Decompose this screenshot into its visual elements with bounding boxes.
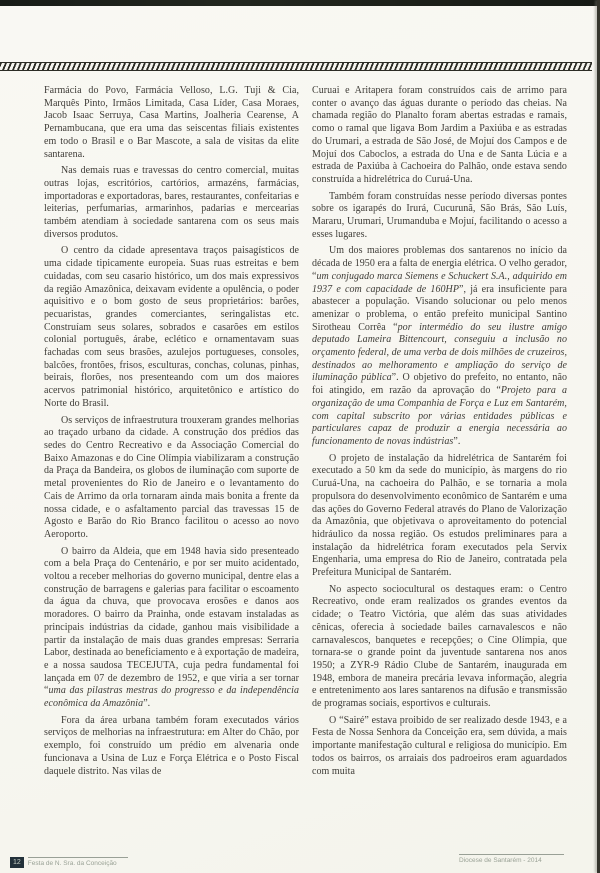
rope-divider-ornament [0,62,592,71]
left-text-column [44,85,299,778]
quoted-italic-text: por intermédio do seu ilustre amigo deputado Lameira Bittencourt, conseguiu a inclusão no orçamento federal, de uma verba de dois milhões de cruzeiros, destinados ao melhoramento e ampliação do serviço de iluminação pública [312,321,567,384]
right-text-column [312,85,567,778]
paragraph [312,85,567,187]
body-text: Fora da área urbana também foram executados vários serviços de melhorias na infraestrutura: em Alter do Chão, por exemplo, foi construído um prédio em alvenaria onde funcionava a Usina de Luz e Força Elétrica e o Posto Fiscal daquele distrito. Nas vilas de [44,714,299,777]
paragraph [44,715,299,779]
body-text: O centro da cidade apresentava traços paisagísticos de uma cidade tipicamente europeia. Suas ruas estreitas e bem cuidadas, com seu casario histórico, um dos mais expressivos da região Amazônica, deixavam evidente a opulência, o poder aquisitivo e o bom gosto de seus proprietários: barões, pecuaristas, grandes comerciantes, seringalistas etc. Construíam seus solares, sobrados e casarões em estilos colonial português, árabe, eclético e ornamentavam suas fachadas com seus brasões, azulejos portugueses, consoles, balcões, frontões, frisos, esculturas, conchas, colunas, pinhas, beirais, florões, nos presenteando com um dos maiores acervos patrimonial histórico, arquitetônico e artístico do Norte do Brasil. [44,245,299,409]
footer-right-caption: Diocese de Santarém - 2014 [459,854,564,865]
paragraph [312,191,567,242]
body-text: ”. [453,435,461,447]
body-text: Curuai e Aritapera foram construídos cais de arrimo para conter o avanço das águas durante o período das cheias. Na chamada região do Planalto foram abertas estradas e ramais, como o ramal que ligava Bom Jardim a Paxiúba e as estradas do Urumari, a estrada de São José, de Mojuí dos Campos e de Mojuí dos Caboclos, a estrada do Una e de Santa Lúcia e a estrada de Paxiúba à Cachoeira do Palhão, onde estava sendo construída a hidrelétrica do Curuá-Una. [312,85,567,185]
paragraph [44,245,299,410]
paragraph [312,453,567,580]
body-text: Um dos maiores problemas dos santarenos no início da década de 1950 era a falta de energia elétrica. O velho gerador, “ [312,245,567,282]
paragraph [44,546,299,711]
page-top-ink-band [0,0,600,6]
body-text: O “Sairé” estava proibido de ser realizado desde 1943, e a Festa de Nossa Senhora da Conceição era, sem dúvida, a mais importante manifestação cultural e religiosa do município. Em todos os bairros, os arraiais dos padroeiros eram aguardados com muita [312,714,567,777]
paragraph [312,245,567,448]
paragraph [44,415,299,542]
quoted-italic-text: um conjugado marca Siemens e Schuckert S.A., adquirido em 1937 e com capacidade de 160HP [312,270,567,295]
body-text: Os serviços de infraestrutura trouxeram grandes melhorias ao traçado urbano da cidade. A construção dos prédios das sedes do Centro Recreativo e da Associação Comercial do Baixo Amazonas e do Cine Olímpia viabilizaram a construção da Praça da Bandeira, os globos de iluminação com suporte de metal provenientes do Rio de Janeiro e o levantamento do Cais de Arrimo da orla tornaram ainda mais bonita a frente da nossa cidade, e o asfaltamento parcial das travessas 15 de Agosto e Barão do Rio Branco facilitou o acesso ao novo Aeroporto. [44,414,299,540]
body-text: ”, já era insuficiente para abastecer a população. Visando solucionar ou pelo menos amenizar o problema, o então prefeito municipal Santino Sirotheau Corrêa “ [312,283,567,333]
body-text: Nas demais ruas e travessas do centro comercial, muitas outras lojas, escritórios, cartórios, armazéns, farmácias, importadoras e exportadoras, bares, restaurantes, confeitarias e leiterias, perfumarias, armarinhos, padarias e mercearias também atendiam à sociedade santarena com os seus mais diversos produtos. [44,165,299,240]
body-text: O projeto de instalação da hidrelétrica de Santarém foi executado a 50 km da sede do município, às margens do rio Curuá-Una, na cachoeira do Palhão, e se tornaria a mola propulsora do desenvolvimento econômico de Santarém e uma das ações do Governo Federal através do Plano de Valorização da Amazônia, que objetivava o aproveitamento do potencial hidráulico da nossa região. Os estudos preliminares para a instalação da hidrelétrica foram executados pela Servix Engenharia, uma empresa do Rio de Janeiro, contratada pela Prefeitura Municipal de Santarém. [312,452,567,579]
paragraph [44,165,299,241]
body-text: ”. O objetivo do prefeito, no entanto, não foi atingido, em razão da aprovação do “ [312,372,568,397]
page-number-badge: 12 [10,857,24,868]
two-column-text-block [44,85,567,778]
body-text: Também foram construídas nesse período diversas pontes sobre os igarapés do Irurá, Cucurunã, São Brás, São Luís, Mararu, Urumari, Urumanduba e Mojuí, facilitando o acesso a esses lugares. [312,190,567,240]
footer-left [10,857,128,868]
body-text: Farmácia do Povo, Farmácia Velloso, L.G. Tuji & Cia, Marquês Pinto, Irmãos Limitada, Casa Líder, Casa Moraes, Jacob Isaac Serruya, Casa Martins, Joalheria Cearense, A Pernambucana, que era uma das seiscentas filiais existentes em todo o Brasil e o Bar Mascote, a sala de visitas da elite santarena. [44,85,299,160]
quoted-italic-text: Projeto para a organização de uma Companhia de Força e Luz em Santarém, com capital subscrito por várias entidades públicas e particulares capaz de produzir a energia necessária ao funcionamento de novas indústrias [312,385,567,447]
body-text: O bairro da Aldeia, que em 1948 havia sido presenteado com a bela Praça do Centenário, e por ser muito acidentado, voltou a receber melhorias do governo municipal, dentre elas a construção de barragens e galerias para facilitar o escoamento da água da chuva, que provocava erosões e danos aos moradores. O bairro da Prainha, onde estavam instaladas as principais indústrias da cidade, ganhou mais visibilidade a partir da instalação de mais duas grandes empresas: Serraria Labor, destinada ao beneficiamento e à exportação de madeira, e a nossa saudosa TECEJUTA, cuja pedra fundamental foi lançada em 07 de dezembro de 1952, e que viria a ser tornar “ [44,545,299,697]
quoted-italic-text: uma das pilastras mestras do progresso e da independência econômica da Amazônia [44,685,299,710]
paragraph [312,715,567,779]
body-text: No aspecto sociocultural os destaques eram: o Centro Recreativo, onde eram realizados os grandes eventos da cidade; o Teatro Victória, que além das suas atividades cênicas, oferecia à sociedade bailes carnavalescos e não carnavalescos, banquetes e recepções; o Cine Olímpia, que tornara-se o grande point da juventude santarena nos anos 1950; a ZYR-9 Rádio Clube de Santarém, inaugurada em 1948, embora de maneira precária levava informação, alegria e entretenimento aos lares santarenos na difusão e transmissão de programas sociais, esportivos e culturais. [312,583,567,710]
paragraph [312,584,567,711]
body-text: ”. [143,698,151,710]
paragraph [44,85,299,161]
footer-left-caption: Festa de N. Sra. da Conceição [28,857,128,868]
